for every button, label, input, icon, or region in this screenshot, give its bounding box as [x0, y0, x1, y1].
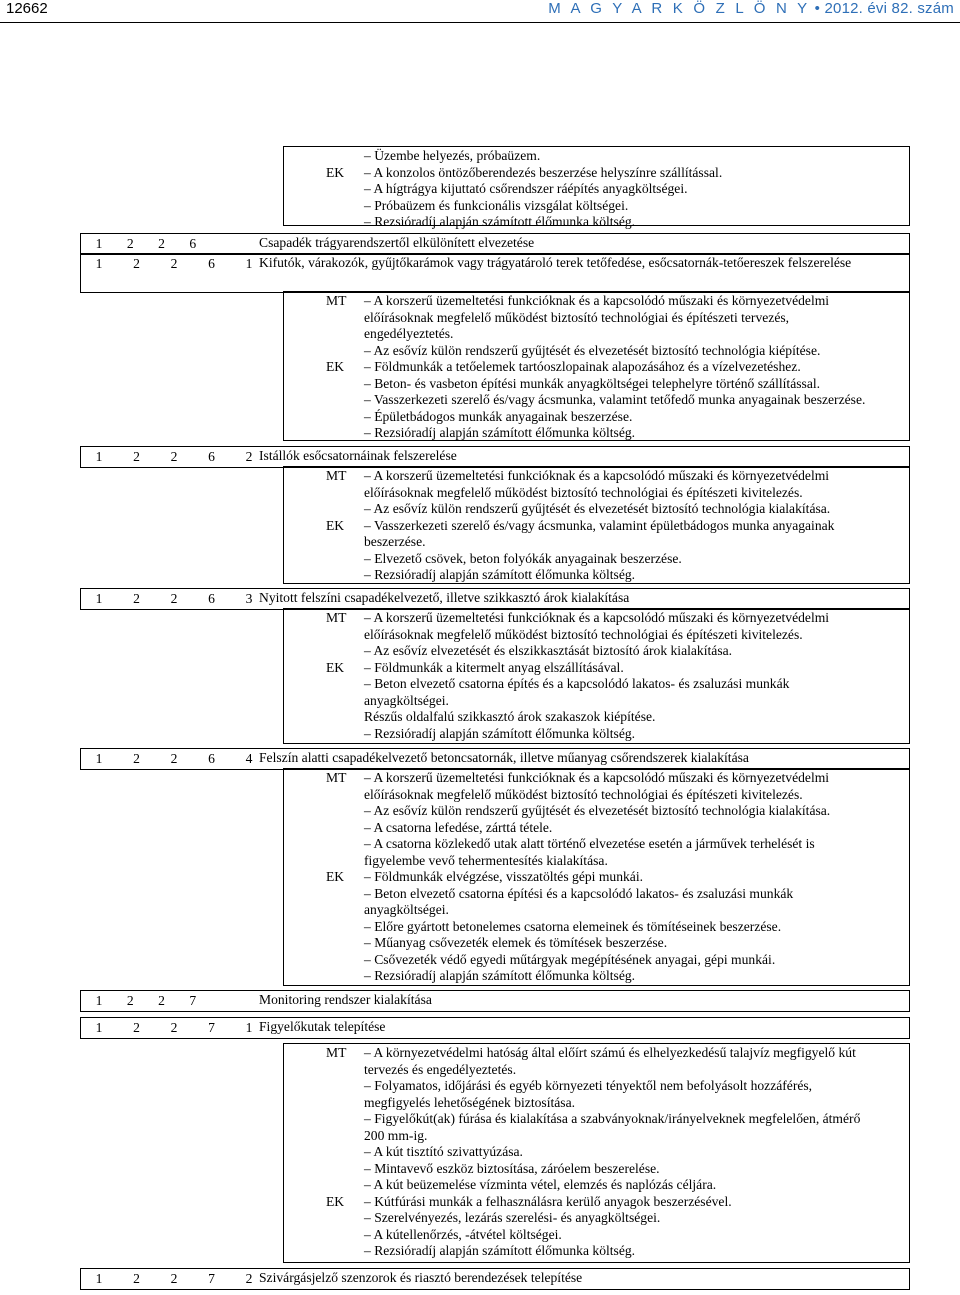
dash-icon: – — [364, 392, 374, 407]
item-text: Figyelőkút(ak) fúrása és kialakítása a szabványoknak/irányelveknek megfelelően, átmérő — [374, 1111, 861, 1126]
bullet-item — [364, 1078, 903, 1095]
code-digit: 2 — [170, 750, 178, 766]
dash-icon: – — [364, 1160, 375, 1176]
item-text: 200 mm-ig. — [364, 1127, 428, 1143]
bullet-item — [364, 181, 903, 198]
code-digit: 1 — [95, 590, 103, 606]
dash-icon: – — [364, 1243, 375, 1258]
item-continuation — [364, 534, 903, 551]
code-digit: 6 — [208, 448, 215, 464]
item-text: A korszerű üzemeltetési funkcióknak és a kapcsolódó műszaki és környezetvédelmi — [373, 610, 830, 625]
section-heading-row — [80, 748, 910, 770]
item-text: megfigyelés lehetőségének biztosítása. — [364, 1094, 576, 1110]
dash-icon: – — [364, 1111, 375, 1126]
item-text: Folyamatos, időjárási és egyéb környezeti tényektől nem befolyásolt hozzáférés, — [374, 1078, 813, 1093]
code-digit: 2 — [133, 255, 140, 271]
label-ek: EK — [326, 659, 345, 675]
section-code — [94, 749, 254, 769]
bullet-item — [364, 1210, 903, 1227]
item-text: A kút beüzemelése vízminta vétel, elemzés és naplózás céljára. — [373, 1177, 717, 1192]
item-text: Műanyag csővezeték elemek és tömítések beszerzése. — [374, 935, 668, 950]
bullet-item — [364, 952, 903, 969]
section-code — [94, 447, 254, 467]
dash-icon: – — [364, 1144, 374, 1159]
bullet-item — [364, 567, 903, 584]
item-text: Szerelvényezés, lezárás szerelési- és anyagköltségei. — [374, 1210, 661, 1225]
item-continuation — [364, 326, 903, 343]
bullet-item — [364, 610, 903, 627]
dash-icon: – — [364, 885, 375, 901]
dash-icon: – — [364, 148, 375, 163]
bullet-item — [364, 820, 903, 837]
dash-icon: – — [364, 803, 374, 818]
dash-icon: – — [364, 197, 375, 213]
dash-icon: – — [364, 501, 374, 516]
item-continuation — [364, 902, 903, 919]
item-text: előírásoknak megfelelő működést biztosító technológiai és építészeti tervezés, — [364, 309, 790, 325]
item-text: A csatorna lefedése, zárttá tétele. — [373, 819, 553, 835]
item-continuation — [364, 310, 903, 327]
dash-icon: – — [364, 1226, 374, 1242]
code-digit: 2 — [170, 1270, 178, 1286]
section-content-row — [283, 1043, 910, 1263]
dash-icon: – — [364, 375, 375, 391]
bullet-item — [364, 770, 903, 787]
dash-icon: – — [364, 643, 374, 658]
section-title: Felszín alatti csapadékelvezető betoncsatornák, illetve műanyag csőrendszerek kialakítása — [259, 750, 749, 765]
code-digit: 2 — [133, 1019, 140, 1035]
section-heading-row — [80, 233, 910, 255]
label-mt: MT — [326, 1045, 347, 1060]
dash-icon: – — [364, 918, 375, 934]
item-text: Rezsióradíj alapján számított élőmunka költség. — [374, 1243, 636, 1258]
bullet-item — [364, 198, 903, 215]
code-digit: 2 — [133, 1270, 140, 1286]
section-heading-row — [80, 446, 910, 468]
item-text: A korszerű üzemeltetési funkcióknak és a kapcsolódó műszaki és környezetvédelmi — [373, 468, 830, 483]
dash-icon: – — [364, 676, 375, 691]
item-text: Rezsióradíj alapján számított élőmunka költség. — [374, 425, 636, 440]
dash-icon: – — [364, 408, 375, 424]
item-text: A környezetvédelmi hatóság által előírt számú és elhelyezkedésű talajvíz megfigyelő kút — [373, 1045, 856, 1060]
item-text: Próbaüzem és funkcionális vizsgálat költségei. — [374, 197, 629, 213]
item-continuation — [364, 709, 903, 726]
dash-icon: – — [364, 164, 374, 180]
item-text: Az esővíz külön rendszerű gyűjtését és elvezetését biztosító technológia kiépítése. — [373, 342, 821, 358]
page-number: 12662 — [6, 0, 48, 17]
item-text: Beton elvezető csatorna építési és a kapcsolódó lakatos- és zsaluzási munkák — [374, 885, 794, 901]
item-text: előírásoknak megfelelő működést biztosító technológiai és építészeti kivitelezés. — [364, 626, 803, 642]
code-digit: 2 — [170, 1019, 178, 1035]
section-code — [94, 254, 254, 274]
section-heading-row — [80, 1017, 910, 1039]
section-title: Nyitott felszíni csapadékelvezető, illetve szikkasztó árok kialakítása — [259, 590, 630, 605]
code-digit: 2 — [133, 750, 140, 766]
label-ek: EK — [326, 869, 345, 884]
item-text: Rezsióradíj alapján számított élőmunka költség. — [374, 725, 636, 741]
label-mt: MT — [326, 293, 347, 308]
section-title: Szivárgásjelző szenzorok és riasztó berendezések telepítése — [259, 1270, 583, 1285]
bullet-item — [364, 148, 903, 165]
item-continuation — [364, 1128, 903, 1145]
item-text: Kútfúrási munkák a felhasználásra kerülő anyagok beszerzésével. — [374, 1193, 732, 1209]
section-content-row — [283, 146, 910, 229]
label-mt: MT — [326, 610, 347, 625]
journal-title: M A G Y A R K Ö Z L Ö N Y — [548, 0, 811, 17]
bullet-item — [364, 660, 903, 677]
section-title: Kifutók, várakozók, gyűjtőkarámok vagy trágyatároló terek tetőfedése, esőcsatornák-tetőereszek felszerelése — [259, 255, 852, 270]
bullet-item — [364, 501, 903, 518]
section-heading-row — [80, 1268, 910, 1290]
bullet-item — [364, 392, 903, 409]
dash-icon: – — [364, 517, 374, 533]
code-digit: 6 — [208, 590, 215, 606]
bullet-item — [364, 359, 903, 376]
section-code — [94, 991, 229, 1011]
code-digit: 7 — [208, 1270, 215, 1286]
item-text: anyagköltségei. — [364, 692, 449, 708]
item-text: A korszerű üzemeltetési funkcióknak és a kapcsolódó műszaki és környezetvédelmi — [373, 770, 830, 785]
item-text: Rezsióradíj alapján számított élőmunka költség. — [374, 567, 636, 582]
code-digit: 1 — [245, 1019, 253, 1035]
bullet-item — [364, 343, 903, 360]
code-digit: 1 — [95, 1270, 103, 1286]
bullet-item — [364, 376, 903, 393]
item-continuation — [364, 627, 903, 644]
code-digit: 1 — [95, 750, 103, 766]
section-content-row — [283, 466, 910, 584]
item-text: A korszerű üzemeltetési funkcióknak és a kapcsolódó műszaki és környezetvédelmi — [373, 293, 830, 308]
label-ek: EK — [326, 359, 345, 374]
bullet-item — [364, 919, 903, 936]
item-text: figyelembe vevő tehermentesítés kialakítása. — [364, 852, 608, 868]
code-digit: 2 — [245, 1270, 253, 1286]
bullet-item — [364, 968, 903, 985]
bullet-item — [364, 518, 903, 535]
code-digit: 6 — [208, 255, 215, 271]
section-title: Csapadék trágyarendszertől elkülönített elvezetése — [259, 235, 535, 250]
item-text: Rezsióradíj alapján számított élőmunka költség. — [374, 214, 636, 229]
dash-icon: – — [364, 836, 374, 851]
bullet-item — [364, 1111, 903, 1128]
item-text: A kútellenőrzés, -átvétel költségei. — [373, 1226, 562, 1242]
item-text: Épületbádogos munkák anyagainak beszerzése. — [374, 408, 633, 424]
section-title: Figyelőkutak telepítése — [259, 1019, 386, 1034]
bullet-item — [364, 836, 903, 853]
section-content-row — [283, 291, 910, 441]
item-text: Az esővíz elvezetését és elszikkasztását biztosító árok kialakítása. — [373, 643, 733, 658]
dash-icon: – — [364, 1193, 375, 1209]
code-digit: 2 — [133, 590, 140, 606]
dash-icon: – — [364, 659, 375, 675]
code-digit: 1 — [95, 255, 103, 271]
item-continuation — [364, 693, 903, 710]
dash-icon: – — [364, 468, 374, 483]
item-continuation — [364, 787, 903, 804]
dash-icon: – — [364, 968, 375, 983]
bullet-item — [364, 165, 903, 182]
dash-icon: – — [364, 951, 375, 967]
code-digit: 2 — [170, 590, 178, 606]
code-digit: 2 — [245, 448, 253, 464]
section-code — [94, 589, 254, 609]
bullet-item — [364, 1243, 903, 1260]
item-continuation — [364, 485, 903, 502]
dash-icon: – — [364, 214, 375, 229]
label-mt: MT — [326, 770, 347, 785]
dash-icon: – — [364, 342, 374, 358]
dash-icon: – — [364, 1177, 374, 1192]
code-digit: 6 — [189, 235, 197, 251]
dash-icon: – — [364, 869, 375, 884]
item-text: előírásoknak megfelelő működést biztosító technológiai és építészeti kivitelezés. — [364, 786, 803, 802]
dash-icon: – — [364, 725, 375, 741]
section-code — [94, 1018, 254, 1038]
dash-icon: – — [364, 819, 374, 835]
dash-icon: – — [364, 770, 374, 785]
code-digit: 1 — [95, 235, 103, 251]
item-text: Csővezeték védő egyedi műtárgyak megépítésének anyagai, gépi munkái. — [374, 951, 776, 967]
bullet-item — [364, 409, 903, 426]
dash-icon: – — [364, 610, 374, 625]
dash-icon: – — [364, 181, 374, 196]
dash-icon: – — [364, 935, 375, 950]
bullet-item — [364, 468, 903, 485]
item-text: Vasszerkezeti szerelő és/vagy ácsmunka, valamint tetőfedő munka anyagainak beszerzése. — [373, 392, 866, 407]
code-digit: 7 — [208, 1019, 215, 1035]
item-text: Üzembe helyezés, próbaüzem. — [374, 148, 541, 163]
code-digit: 4 — [245, 750, 253, 766]
item-text: Földmunkák elvégzése, visszatöltés gépi munkái. — [374, 869, 643, 884]
bullet-icon: • — [814, 0, 821, 17]
item-text: A konzolos öntözőberendezés beszerzése helyszínre szállítással. — [373, 164, 723, 180]
item-text: tervezés és engedélyeztetés. — [364, 1061, 517, 1077]
item-text: A hígtrágya kijuttató csőrendszer ráépítés anyagköltségei. — [373, 181, 688, 196]
bullet-item — [364, 643, 903, 660]
item-text: Elvezető csövek, beton folyókák anyagainak beszerzése. — [374, 550, 682, 566]
dash-icon: – — [364, 425, 375, 440]
code-digit: 2 — [170, 255, 178, 271]
bullet-item — [364, 1144, 903, 1161]
section-content-row — [283, 768, 910, 986]
bullet-item — [364, 1227, 903, 1244]
label-ek: EK — [326, 164, 345, 180]
bullet-item — [364, 803, 903, 820]
code-digit: 2 — [126, 992, 134, 1008]
section-heading-row — [80, 588, 910, 610]
item-text: anyagköltségei. — [364, 902, 449, 917]
item-text: A kút tisztító szivattyúzása. — [373, 1144, 523, 1159]
code-digit: 1 — [95, 992, 103, 1008]
code-digit: 1 — [95, 448, 103, 464]
bullet-item — [364, 726, 903, 743]
item-text: előírásoknak megfelelő működést biztosító technológiai és építészeti kivitelezés. — [364, 484, 803, 500]
item-continuation — [364, 853, 903, 870]
item-text: Az esővíz külön rendszerű gyűjtését és elvezetését biztosító technológia kialakítása. — [373, 803, 831, 818]
label-mt: MT — [326, 468, 347, 483]
bullet-item — [364, 293, 903, 310]
dash-icon: – — [364, 1210, 375, 1225]
item-text: Előre gyártott betonelemes csatorna elemeinek és tömítéseinek beszerzése. — [374, 918, 782, 934]
bullet-item — [364, 1194, 903, 1211]
dash-icon: – — [364, 1078, 375, 1093]
bullet-item — [364, 869, 903, 886]
code-digit: 2 — [170, 448, 178, 464]
bullet-item — [364, 886, 903, 903]
dash-icon: – — [364, 567, 375, 582]
bullet-item — [364, 214, 903, 231]
item-text: Az esővíz külön rendszerű gyűjtését és elvezetését biztosító technológia kialakítása. — [373, 501, 831, 516]
code-digit: 1 — [245, 255, 253, 271]
section-title: Monitoring rendszer kialakítása — [259, 992, 432, 1007]
bullet-item — [364, 1161, 903, 1178]
dash-icon: – — [364, 550, 375, 566]
dash-icon: – — [364, 1045, 374, 1060]
item-text: Rezsióradíj alapján számított élőmunka költség. — [374, 968, 636, 983]
item-text: Részűs oldalfalú szikkasztó árok szakaszok kiépítése. — [364, 709, 656, 724]
bullet-item — [364, 935, 903, 952]
item-text: Földmunkák a tetőelemek tartóoszlopainak alapozásához és a vízelvezetéshez. — [374, 359, 801, 374]
section-heading-row — [80, 253, 910, 293]
dash-icon: – — [364, 293, 374, 308]
code-digit: 6 — [208, 750, 215, 766]
section-title: Istállók esőcsatornáinak felszerelése — [259, 448, 457, 463]
code-digit: 2 — [133, 448, 140, 464]
code-digit: 7 — [189, 992, 197, 1008]
item-text: Földmunkák a kitermelt anyag elszállításával. — [374, 659, 624, 675]
section-code — [94, 1269, 254, 1289]
bullet-item — [364, 676, 903, 693]
bullet-item — [364, 1045, 903, 1062]
item-continuation — [364, 1095, 903, 1112]
section-heading-row — [80, 990, 910, 1012]
item-text: Mintavevő eszköz biztosítása, záróelem beszerelése. — [374, 1160, 660, 1176]
issue-number: 2012. évi 82. szám — [824, 0, 954, 17]
item-text: engedélyeztetés. — [364, 326, 454, 341]
code-digit: 3 — [245, 590, 253, 606]
section-code — [94, 234, 229, 254]
bullet-item — [364, 425, 903, 442]
item-text: Beton- és vasbeton építési munkák anyagköltségei telephelyre történő szállítással. — [374, 375, 821, 391]
item-text: A csatorna közlekedő utak alatt történő elvezetése esetén a járművek terhelését is — [373, 836, 815, 851]
code-digit: 2 — [158, 992, 165, 1008]
code-digit: 1 — [95, 1019, 103, 1035]
item-continuation — [364, 1062, 903, 1079]
item-text: Beton elvezető csatorna építés és a kapcsolódó lakatos- és zsaluzási munkák — [374, 676, 790, 691]
item-text: beszerzése. — [364, 534, 426, 549]
code-digit: 2 — [158, 235, 165, 251]
code-digit: 2 — [126, 235, 134, 251]
item-text: Vasszerkezeti szerelő és/vagy ácsmunka, valamint épületbádogos munka anyagainak — [373, 517, 835, 533]
bullet-item — [364, 1177, 903, 1194]
dash-icon: – — [364, 359, 375, 374]
bullet-item — [364, 551, 903, 568]
label-ek: EK — [326, 1193, 345, 1209]
label-ek: EK — [326, 517, 345, 533]
section-content-row — [283, 608, 910, 744]
